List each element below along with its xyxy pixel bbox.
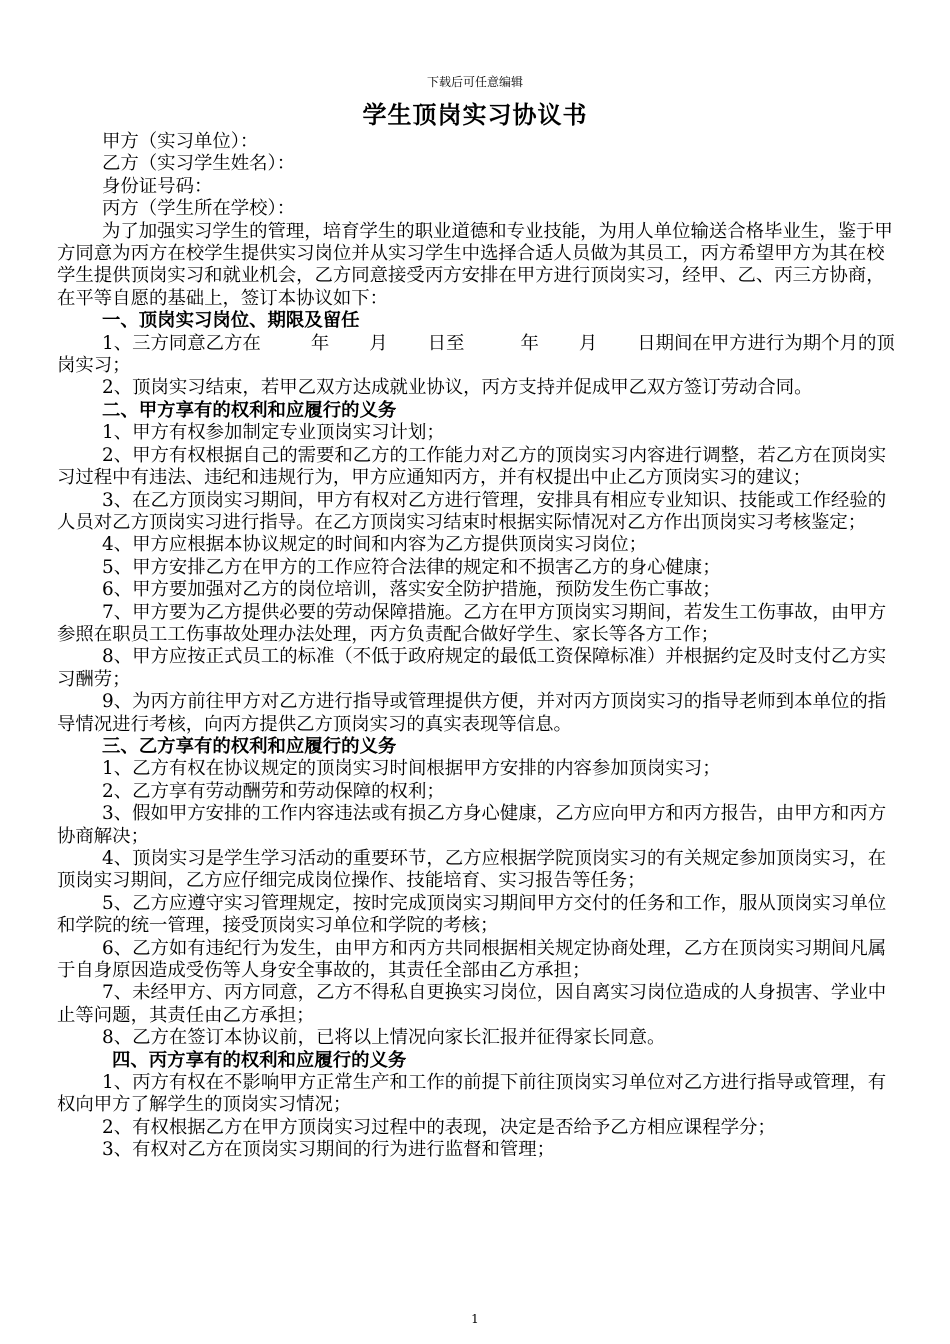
document-title: 学生顶岗实习协议书: [362, 101, 588, 129]
section-2-item: 9、为丙方前往甲方对乙方进行指导或管理提供方便，并对丙方顶岗实习的指导老师到本单位的指导情况进行考核，向丙方提供乙方顶岗实习的真实表现等信息。: [57, 691, 887, 735]
section-3-heading: 三、乙方享有的权利和应履行的义务: [102, 735, 397, 757]
date-range-lead: 1、三方同意乙方在: [102, 332, 261, 354]
duration-text: 个月的顶岗实习；: [57, 332, 895, 377]
page-number: 1: [471, 1312, 479, 1326]
party-b-line: 乙方（实习学生姓名）：: [102, 153, 296, 175]
section-2-heading: 二、甲方享有的权利和应履行的义务: [102, 399, 397, 421]
section-3-item: 6、乙方如有违纪行为发生，由甲方和丙方共同根据相关规定协商处理，乙方在顶岗实习期间凡属于自身原因造成受伤等人身安全事故的，其责任全部由乙方承担；: [57, 937, 887, 982]
section-3-item: 1、乙方有权在协议规定的顶岗实习时间根据甲方安排的内容参加顶岗实习；: [102, 758, 721, 780]
section-1-item-1: [57, 333, 897, 378]
section-3-item: 7、未经甲方、丙方同意，乙方不得私自更换实习岗位，因自离实习岗位造成的人身损害、学业中止等问题，其责任由乙方承担；: [57, 982, 887, 1026]
party-c-line: 丙方（学生所在学校）：: [102, 198, 296, 220]
end-month-label: 月: [578, 332, 598, 354]
section-4-item: 1、丙方有权在不影响甲方正常生产和工作的前提下前往顶岗实习单位对乙方进行指导或管理，有权向甲方了解学生的顶岗实习情况；: [57, 1072, 887, 1116]
section-4-heading: 四、丙方享有的权利和应履行的义务: [112, 1049, 407, 1071]
start-year-label: 年: [310, 332, 330, 354]
intro-paragraph: 为了加强实习学生的管理，培育学生的职业道德和专业技能，为用人单位输送合格毕业生，鉴于甲方同意为丙方在校学生提供实习岗位并从实习学生中选择合适人员做为其员工，丙方希望甲方为其在校学生提供顶岗实习和就业机会，乙方同意接受丙方安排在甲方进行顶岗实习，经甲、乙、丙三方协商，在平等自愿的基础上，签订本协议如下：: [57, 220, 893, 309]
section-3-item: 8、乙方在签订本协议前，已将以上情况向家长汇报并征得家长同意。: [102, 1027, 666, 1049]
section-2-item: 5、甲方安排乙方在甲方的工作应符合法律的规定和不损害乙方的身心健康；: [102, 556, 721, 578]
start-day-label: 日至: [427, 332, 465, 354]
start-month-label: 月: [369, 332, 388, 354]
section-2-item: 2、甲方有权根据自己的需要和乙方的工作能力对乙方的顶岗实习内容进行调整，若乙方在顶岗实习过程中有违法、违纪和违规行为，甲方应通知丙方，并有权提出中止乙方顶岗实习的建议；: [57, 444, 887, 489]
section-1-heading: 一、顶岗实习岗位、期限及留任: [102, 310, 360, 332]
id-number-line: 身份证号码：: [102, 175, 213, 197]
section-2-item: 6、甲方要加强对乙方的岗位培训，落实安全防护措施，预防发生伤亡事故；: [102, 579, 721, 601]
section-3-item: 4、顶岗实习是学生学习活动的重要环节，乙方应根据学院顶岗实习的有关规定参加顶岗实习，在顶岗实习期间，乙方应仔细完成岗位操作、技能培育、实习报告等任务；: [57, 848, 887, 892]
section-2-item: 7、甲方要为乙方提供必要的劳动保障措施。乙方在甲方顶岗实习期间，若发生工伤事故，由甲方参照在职员工工伤事故处理办法处理，丙方负责配合做好学生、家长等各方工作；: [57, 601, 887, 645]
section-3-item: 3、假如甲方安排的工作内容违法或有损乙方身心健康，乙方应向甲方和丙方报告，由甲方和丙方协商解决；: [57, 803, 887, 847]
section-1-item-2: 2、顶岗实习结束，若甲乙双方达成就业协议，丙方支持并促成甲乙双方签订劳动合同。: [102, 377, 813, 399]
party-a-line: 甲方（实习单位）：: [102, 131, 259, 152]
section-2-item: 3、在乙方顶岗实习期间，甲方有权对乙方进行管理，安排具有相应专业知识、技能或工作经验的人员对乙方顶岗实习进行指导。在乙方顶岗实习结束时根据实际情况对乙方作出顶岗实习考核鉴定；: [57, 489, 887, 533]
end-year-label: 年: [520, 332, 539, 354]
section-2-item: 8、甲方应按正式员工的标准（不低于政府规定的最低工资保障标准）并根据约定及时支付乙方实习酬劳；: [57, 646, 887, 690]
section-3-item: 2、乙方享有劳动酬劳和劳动保障的权利；: [102, 780, 445, 802]
watermark: 下载后可任意编辑: [426, 75, 523, 89]
section-4-item: 3、有权对乙方在顶岗实习期间的行为进行监督和管理；: [102, 1139, 556, 1161]
section-2-item: 1、甲方有权参加制定专业顶岗实习计划；: [102, 422, 445, 444]
section-3-item: 5、乙方应遵守实习管理规定，按时完成顶岗实习期间甲方交付的任务和工作，服从顶岗实习单位和学院的统一管理，接受顶岗实习单位和学院的考核；: [57, 892, 887, 937]
section-2-item: 4、甲方应根据本协议规定的时间和内容为乙方提供顶岗实习岗位；: [102, 534, 648, 556]
section-4-item: 2、有权根据乙方在甲方顶岗实习过程中的表现，决定是否给予乙方相应课程学分；: [102, 1116, 776, 1138]
date-range-tail: 日期间在甲方进行为期: [637, 332, 822, 354]
agreement-body: [57, 131, 897, 1162]
